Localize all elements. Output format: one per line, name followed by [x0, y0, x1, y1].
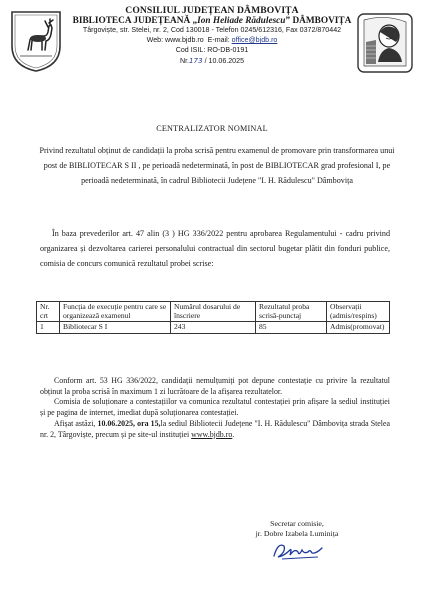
registration-number-handwritten: 173	[189, 56, 203, 65]
subject-paragraph: Privind rezultatul obținut de candidații la proba scrisă pentru examenul de promovare prin transformarea unui post de BIBLIOTECAR S II , pe perioadă nedeterminată, în post de BIBLIOTECAR grad profesional I, pe perioadă nedeterminată, în cadrul Bibliotecii Județene "I. H. Rădulescu" Dâmbovița	[39, 146, 395, 185]
website-link[interactable]: www.bjdb.ro	[191, 429, 233, 439]
table-header-cell: Numărul dosarului de înscriere	[171, 302, 256, 322]
email-link[interactable]: office@bjdb.ro	[231, 36, 278, 44]
table-header-cell: Nr. crt	[37, 302, 60, 322]
table-cell: 243	[171, 322, 256, 334]
web-link[interactable]: www.bjdb.ro	[165, 36, 204, 44]
table-cell: 1	[37, 322, 60, 334]
library-address: Târgoviște, str. Stelei, nr. 2, Cod 130018 - Telefon 0245/612316, Fax 0372/870442	[82, 26, 342, 34]
table-cell: Admis(promovat)	[327, 322, 390, 334]
web-email-line: Web: www.bjdb.ro E-mail: office@bjdb.ro	[146, 36, 278, 44]
appeal-resolution-paragraph: Comisia de soluționare a contestațiilor va comunica rezultatul contestației prin afișare la sediul instituției și pe pagina de internet, imediat după soluționarea contestației.	[40, 397, 390, 418]
legal-basis-paragraph: În baza prevederilor art. 47 alin (3 ) HG 336/2022 pentru aprobarea Regulamentului - cadru privind organizarea și dezvoltarea carierei personalului contractual din sectorul bugetar plătit din fonduri publice, comisia de concurs comunică rezultatul probei scrise:	[40, 229, 390, 268]
posting-paragraph: Afișat astăzi, 10.06.2025, ora 15,la sediul Bibliotecii Județene "I. H. Rădulescu" Dâmbovița strada Stelea nr. 2, Târgoviște, precum și pe site-ul instituției www.bjdb.ro.	[40, 418, 390, 439]
table-header-cell: Funcția de execuție pentru care se organizează examenul	[60, 302, 171, 322]
signatory-name: jr. Dobre Izabela Luminița	[255, 529, 339, 538]
deer-crest-icon	[8, 10, 64, 72]
table-header-cell: Observații (admis/respins)	[327, 302, 390, 322]
table-row	[37, 322, 390, 334]
registration-number: Nr.173 / 10.06.2025	[179, 56, 245, 65]
results-table	[36, 301, 390, 334]
council-name: CONSILIUL JUDEȚEAN DÂMBOVIȚA	[125, 5, 299, 16]
table-header-row	[37, 302, 390, 322]
appeal-paragraph: Conform art. 53 HG 336/2022, candidații nemulțumiți pot depune contestație cu privire la rezultatul obținut la proba scrisă în maximum 1 zi lucrătoare de la afișarea rezultatelor.	[40, 376, 390, 396]
library-portrait-logo-icon	[356, 12, 414, 74]
table-header-cell: Rezultatul proba scrisă-punctaj	[256, 302, 327, 322]
document-title: CENTRALIZATOR NOMINAL	[156, 124, 268, 133]
handwritten-signature-icon	[268, 540, 328, 562]
signature-block	[242, 519, 352, 539]
notice-paragraphs	[40, 376, 390, 440]
library-name: BIBLIOTECA JUDEȚEANĂ „Ion Heliade Rădulescu” DÂMBOVIȚA	[72, 16, 352, 26]
isil-code: Cod ISIL: RO-DB-0191	[175, 46, 249, 54]
signatory-role: Secretar comisie,	[270, 519, 324, 528]
table-cell: Bibliotecar S I	[60, 322, 171, 334]
table-cell: 85	[256, 322, 327, 334]
